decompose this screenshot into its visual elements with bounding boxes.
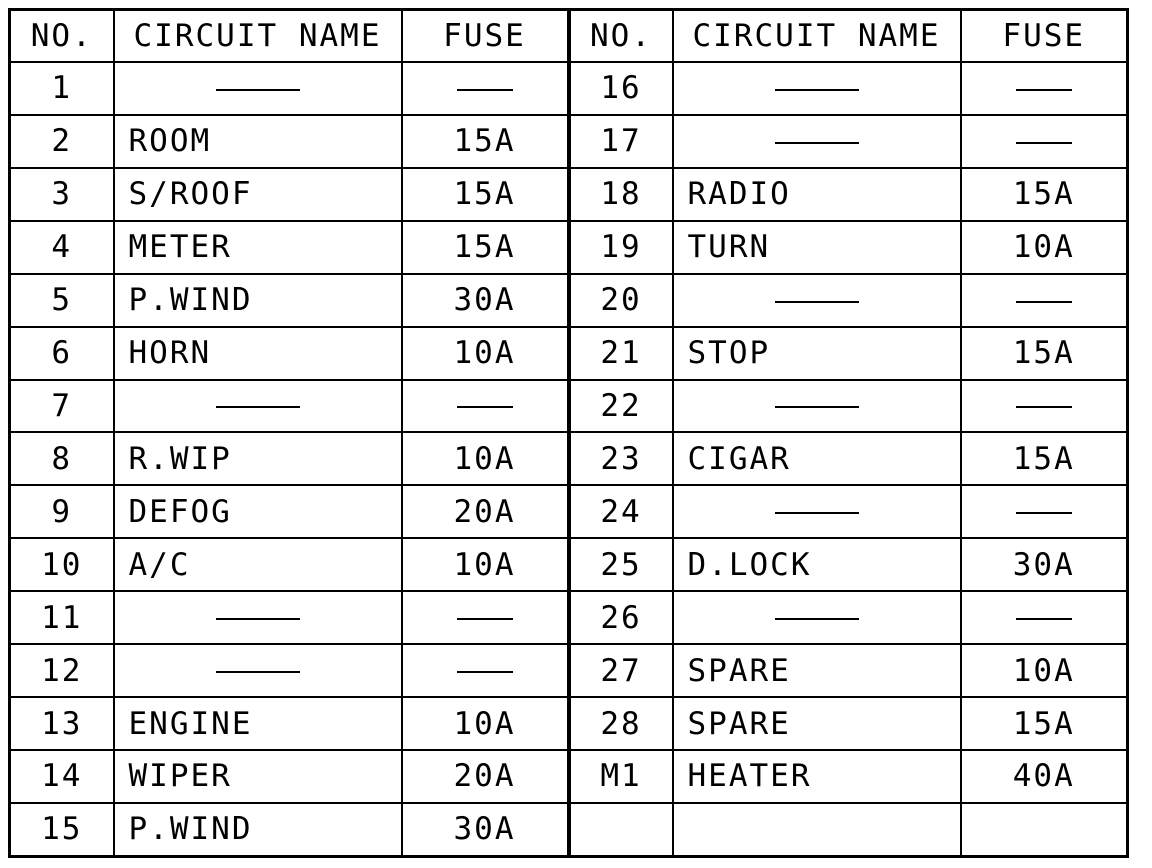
fuse-rating-cell: 30A	[402, 803, 569, 857]
fuse-rating-cell: 20A	[402, 485, 569, 538]
fuse-number-cell: 28	[569, 697, 673, 750]
dash-placeholder	[216, 406, 300, 408]
fuse-rating-cell: 40A	[961, 750, 1128, 803]
dash-placeholder	[457, 89, 513, 91]
dash-placeholder	[775, 301, 859, 303]
circuit-name-cell: DEFOG	[114, 485, 402, 538]
fuse-number-cell: 22	[569, 380, 673, 433]
fuse-rating-cell: 10A	[402, 697, 569, 750]
dash-placeholder	[1016, 512, 1072, 514]
dash-placeholder	[775, 89, 859, 91]
fuse-number-cell: 6	[10, 327, 114, 380]
circuit-name-cell	[673, 485, 961, 538]
fuse-rating-cell: 15A	[402, 115, 569, 168]
circuit-name-cell: SPARE	[673, 697, 961, 750]
fuse-number-cell: 20	[569, 274, 673, 327]
fuse-rating-cell: 15A	[402, 221, 569, 274]
fuse-number-cell: 17	[569, 115, 673, 168]
fuse-rating-cell: 10A	[961, 221, 1128, 274]
fuse-rating-cell: 10A	[402, 432, 569, 485]
fuse-number-cell: 7	[10, 380, 114, 433]
fuse-number-cell: 8	[10, 432, 114, 485]
dash-placeholder	[216, 89, 300, 91]
fuse-number-cell: 11	[10, 591, 114, 644]
fuse-number-cell: 19	[569, 221, 673, 274]
fuse-rating-cell: 10A	[961, 644, 1128, 697]
circuit-name-cell: HEATER	[673, 750, 961, 803]
table-row	[10, 62, 1128, 115]
fuse-number-cell: 3	[10, 168, 114, 221]
dash-placeholder	[457, 406, 513, 408]
header-no-left: NO.	[10, 10, 114, 63]
fuse-rating-cell: 15A	[961, 168, 1128, 221]
fuse-number-cell: 5	[10, 274, 114, 327]
table-row	[10, 168, 1128, 221]
circuit-name-cell: P.WIND	[114, 274, 402, 327]
fuse-rating-cell	[961, 380, 1128, 433]
table-row	[10, 750, 1128, 803]
fuse-number-cell: 10	[10, 538, 114, 591]
circuit-name-cell: METER	[114, 221, 402, 274]
dash-placeholder	[775, 618, 859, 620]
fuse-number-cell: 4	[10, 221, 114, 274]
fuse-rating-cell	[961, 274, 1128, 327]
fuse-rating-cell	[402, 591, 569, 644]
dash-placeholder	[1016, 618, 1072, 620]
dash-placeholder	[1016, 89, 1072, 91]
circuit-name-cell	[673, 591, 961, 644]
table-row	[10, 697, 1128, 750]
dash-placeholder	[457, 618, 513, 620]
table-row	[10, 274, 1128, 327]
circuit-name-cell: HORN	[114, 327, 402, 380]
circuit-name-cell	[114, 591, 402, 644]
dash-placeholder	[457, 671, 513, 673]
table-row	[10, 432, 1128, 485]
fuse-number-cell: 24	[569, 485, 673, 538]
circuit-name-cell	[673, 803, 961, 857]
fuse-table-body	[10, 62, 1128, 857]
circuit-name-cell: SPARE	[673, 644, 961, 697]
circuit-name-cell: P.WIND	[114, 803, 402, 857]
fuse-rating-cell	[961, 115, 1128, 168]
fuse-rating-cell: 10A	[402, 327, 569, 380]
circuit-name-cell	[114, 62, 402, 115]
fuse-rating-cell	[402, 62, 569, 115]
dash-placeholder	[1016, 301, 1072, 303]
fuse-rating-cell	[961, 62, 1128, 115]
circuit-name-cell: ENGINE	[114, 697, 402, 750]
dash-placeholder	[216, 618, 300, 620]
header-fuse-right: FUSE	[961, 10, 1128, 63]
fuse-number-cell: 13	[10, 697, 114, 750]
fuse-rating-cell	[961, 485, 1128, 538]
fuse-rating-cell: 15A	[961, 697, 1128, 750]
fuse-rating-cell: 15A	[961, 327, 1128, 380]
fuse-number-cell: 9	[10, 485, 114, 538]
dash-placeholder	[775, 512, 859, 514]
dash-placeholder	[1016, 406, 1072, 408]
table-row	[10, 327, 1128, 380]
fuse-number-cell: 1	[10, 62, 114, 115]
circuit-name-cell: S/ROOF	[114, 168, 402, 221]
circuit-name-cell: RADIO	[673, 168, 961, 221]
dash-placeholder	[775, 142, 859, 144]
circuit-name-cell	[673, 115, 961, 168]
fuse-rating-cell	[961, 803, 1128, 857]
table-row	[10, 115, 1128, 168]
table-row	[10, 485, 1128, 538]
circuit-name-cell	[673, 274, 961, 327]
dash-placeholder	[775, 406, 859, 408]
header-no-right: NO.	[569, 10, 673, 63]
table-row	[10, 591, 1128, 644]
fuse-rating-cell: 20A	[402, 750, 569, 803]
circuit-name-cell	[114, 380, 402, 433]
circuit-name-cell: CIGAR	[673, 432, 961, 485]
fuse-number-cell: 18	[569, 168, 673, 221]
fuse-number-cell: 12	[10, 644, 114, 697]
circuit-name-cell	[673, 380, 961, 433]
header-fuse-left: FUSE	[402, 10, 569, 63]
fuse-number-cell: 21	[569, 327, 673, 380]
fuse-rating-cell	[402, 380, 569, 433]
dash-placeholder	[216, 671, 300, 673]
circuit-name-cell: ROOM	[114, 115, 402, 168]
fuse-number-cell: 26	[569, 591, 673, 644]
fuse-rating-cell: 30A	[402, 274, 569, 327]
table-row	[10, 538, 1128, 591]
fuse-number-cell: 2	[10, 115, 114, 168]
fuse-rating-cell: 15A	[961, 432, 1128, 485]
circuit-name-cell: D.LOCK	[673, 538, 961, 591]
header-row	[10, 10, 1128, 63]
table-row	[10, 221, 1128, 274]
circuit-name-cell: WIPER	[114, 750, 402, 803]
table-row	[10, 644, 1128, 697]
fuse-number-cell: 15	[10, 803, 114, 857]
circuit-name-cell	[114, 644, 402, 697]
fuse-number-cell: 16	[569, 62, 673, 115]
dash-placeholder	[1016, 142, 1072, 144]
circuit-name-cell: TURN	[673, 221, 961, 274]
fuse-rating-cell	[402, 644, 569, 697]
header-circuit-name-left: CIRCUIT NAME	[114, 10, 402, 63]
table-row	[10, 803, 1128, 857]
fuse-table	[8, 8, 1129, 858]
fuse-rating-cell: 15A	[402, 168, 569, 221]
fuse-number-cell: 14	[10, 750, 114, 803]
circuit-name-cell: R.WIP	[114, 432, 402, 485]
fuse-rating-cell	[961, 591, 1128, 644]
fuse-number-cell: M1	[569, 750, 673, 803]
table-row	[10, 380, 1128, 433]
header-circuit-name-right: CIRCUIT NAME	[673, 10, 961, 63]
fuse-rating-cell: 10A	[402, 538, 569, 591]
fuse-rating-cell: 30A	[961, 538, 1128, 591]
fuse-number-cell	[569, 803, 673, 857]
fuse-number-cell: 23	[569, 432, 673, 485]
fuse-number-cell: 25	[569, 538, 673, 591]
circuit-name-cell	[673, 62, 961, 115]
circuit-name-cell: STOP	[673, 327, 961, 380]
fuse-number-cell: 27	[569, 644, 673, 697]
circuit-name-cell: A/C	[114, 538, 402, 591]
